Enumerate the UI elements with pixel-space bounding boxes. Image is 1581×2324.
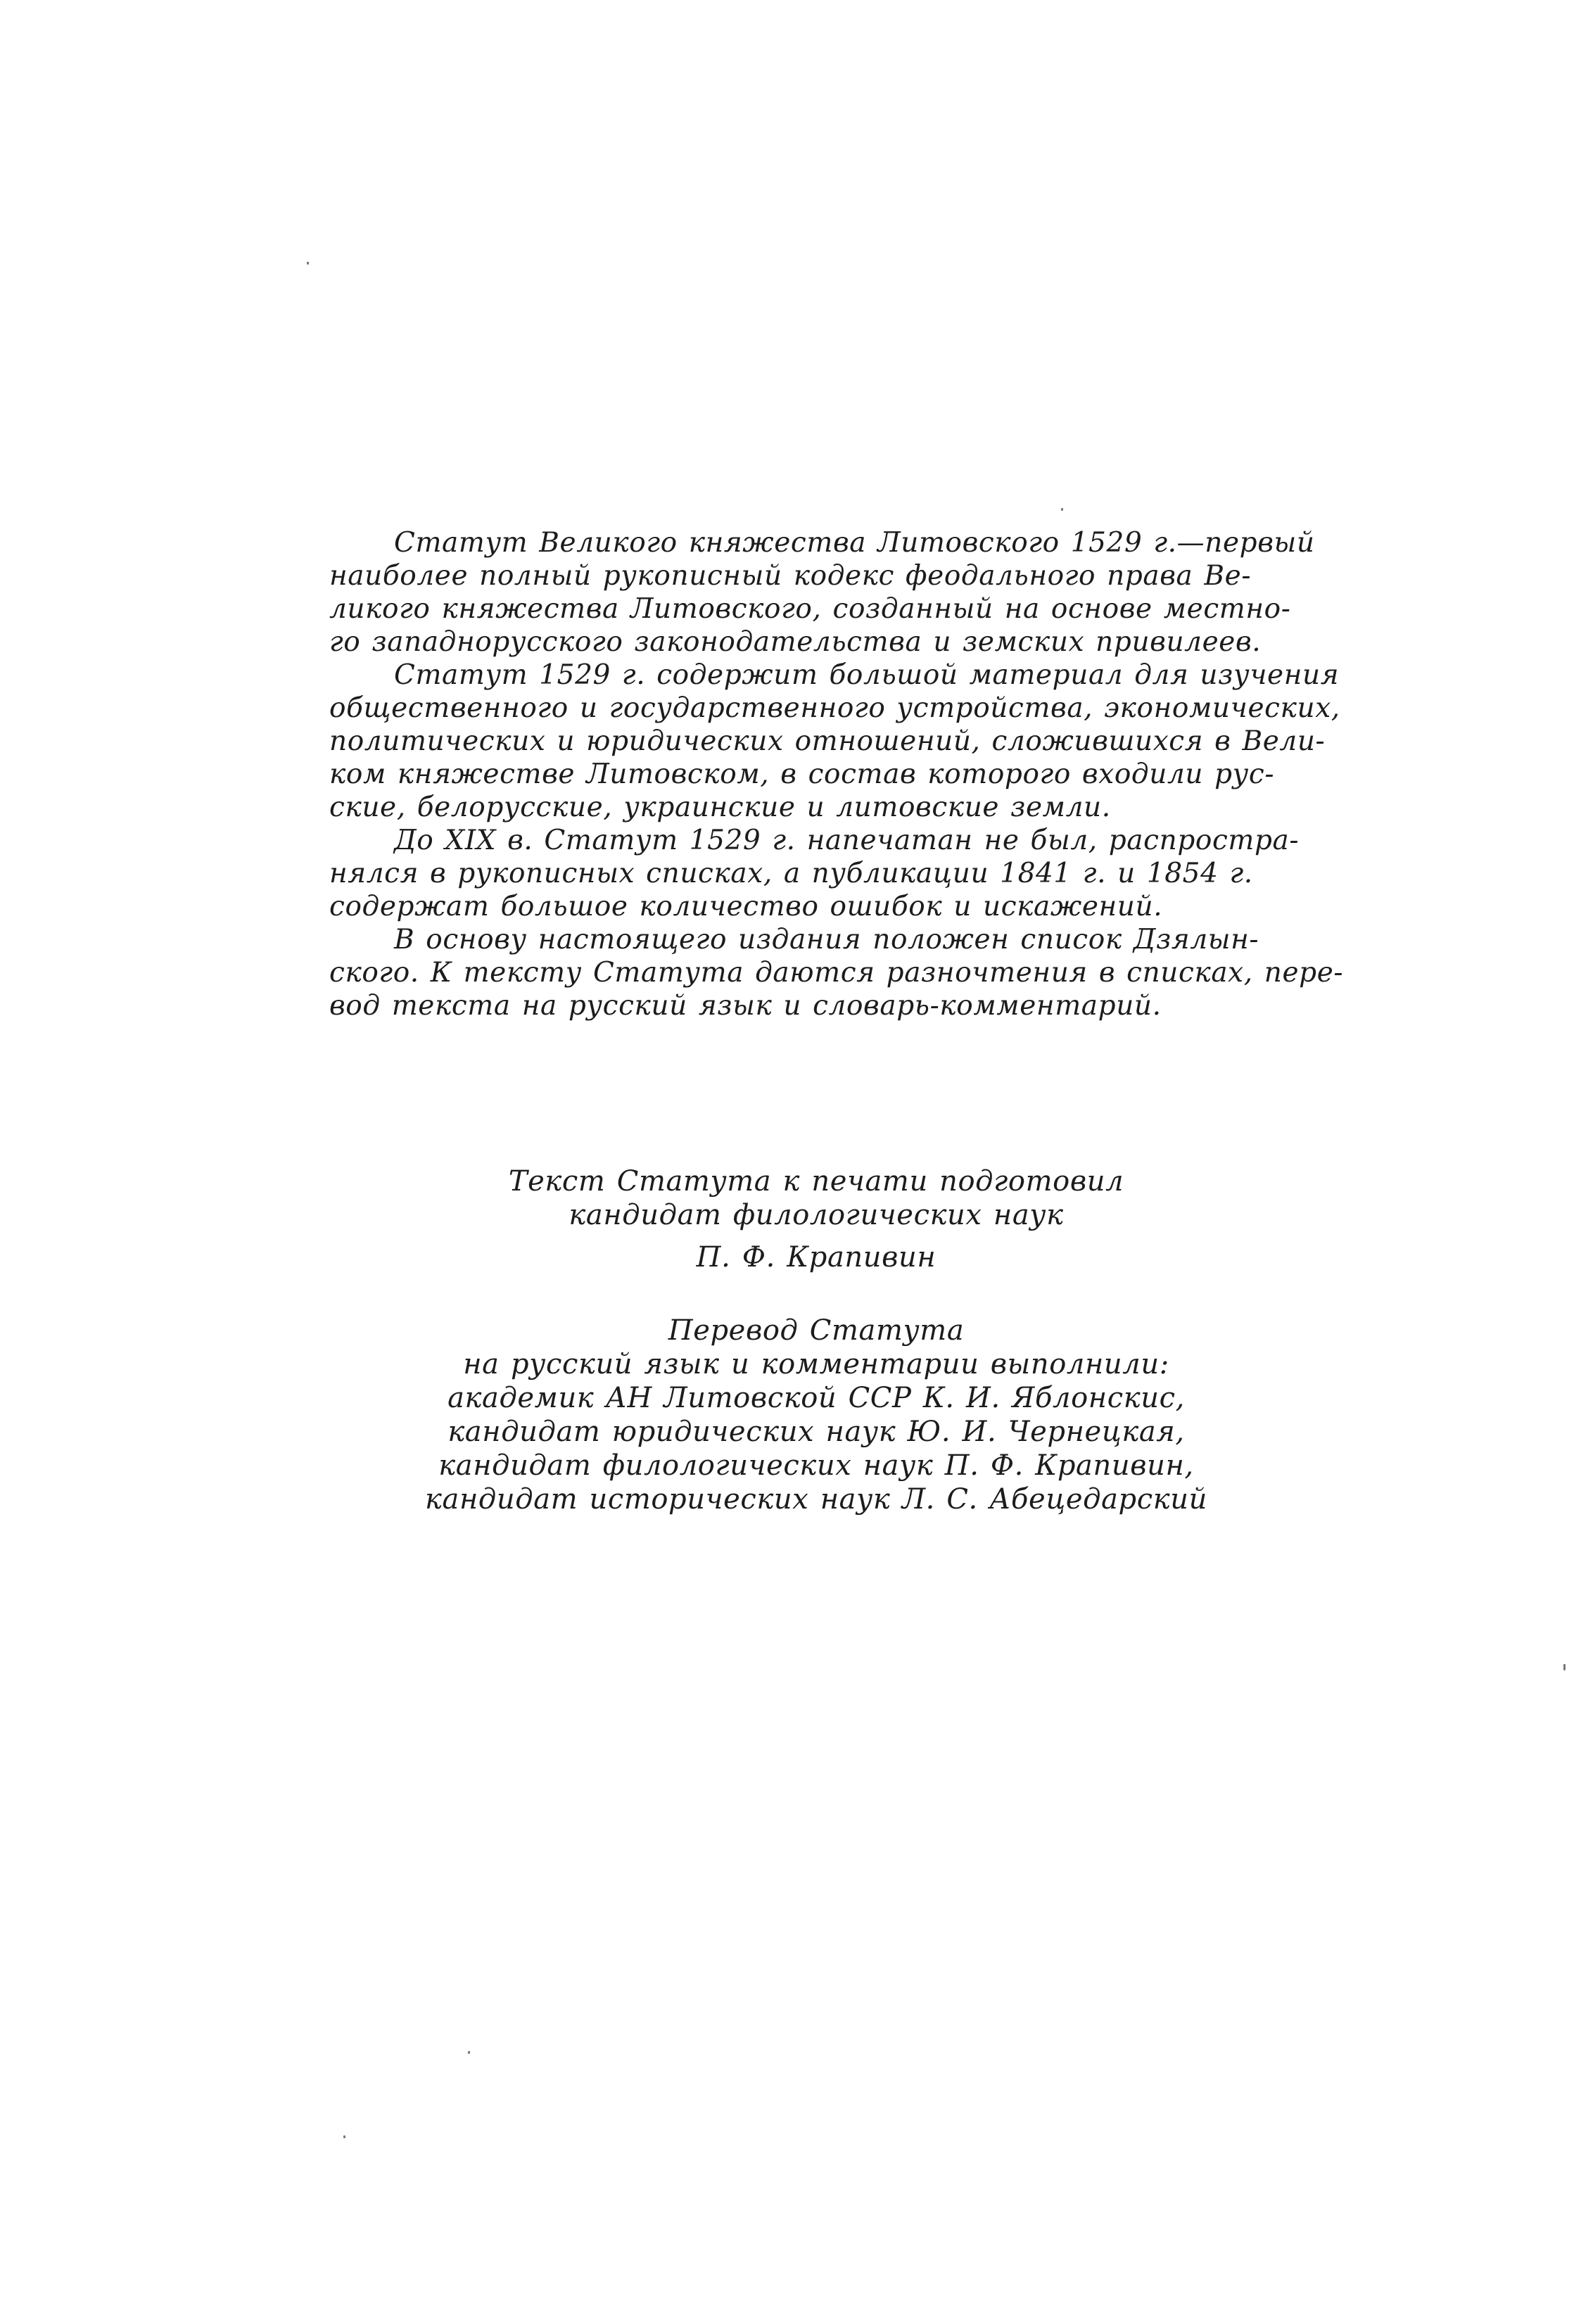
text-line: До XIX в. Статут 1529 г. напечатан не был, распростра-	[394, 825, 1300, 856]
contributor-line: кандидат исторических наук Л. С. Абецедарский	[425, 1483, 1207, 1516]
text-line: ликого княжества Литовского, созданный на основе местно-	[329, 593, 1291, 625]
text-line: ского. К тексту Статута даются разночтения в списках, пере-	[329, 957, 1344, 989]
credit-line: кандидат филологических наук	[569, 1199, 1064, 1231]
scan-speck	[468, 2051, 470, 2054]
text-preparation-credit	[394, 1164, 1238, 1274]
text-line: вод текста на русский язык и словарь-комментарий.	[329, 990, 1162, 1022]
credit-name: П. Ф. Крапивин	[696, 1241, 936, 1274]
scan-speck	[307, 262, 309, 265]
text-line: нялся в рукописных списках, а публикации 1841 г. и 1854 г.	[329, 858, 1253, 889]
scan-speck	[343, 2135, 345, 2138]
annotation-paragraph	[329, 659, 1342, 824]
contributor-line: кандидат юридических наук Ю. И. Чернецкая,	[447, 1416, 1185, 1448]
text-line: содержат большое количество ошибок и искажений.	[329, 891, 1163, 922]
credits	[394, 1164, 1238, 1516]
text-line: ские, белорусские, украинские и литовские земли.	[329, 792, 1111, 823]
annotation-paragraph	[329, 824, 1342, 923]
credit-line: Текст Статута к печати подготовил	[508, 1165, 1124, 1198]
annotation-paragraph	[329, 923, 1342, 1022]
text-line: В основу настоящего издания положен список Дзялын-	[394, 924, 1259, 955]
credit-heading: Перевод Статута	[668, 1314, 965, 1347]
scan-speck	[1061, 508, 1063, 511]
translation-credit	[394, 1314, 1238, 1516]
annotation-paragraph	[329, 526, 1342, 659]
contributor-line: кандидат филологических наук П. Ф. Крапивин,	[438, 1449, 1194, 1482]
scan-speck	[1563, 1664, 1566, 1670]
text-line: го западнорусского законодательства и земских привилеев.	[329, 626, 1262, 658]
text-line: Статут Великого княжества Литовского 1529 г.—первый	[394, 527, 1315, 559]
contributor-line: академик АН Литовской ССР К. И. Яблонскис,	[447, 1382, 1185, 1414]
text-line: наиболее полный рукописный кодекс феодального права Ве-	[329, 560, 1252, 592]
text-line: политических и юридических отношений, сложившихся в Вели-	[329, 725, 1326, 757]
text-line: ком княжестве Литовском, в состав которого входили рус-	[329, 758, 1275, 790]
text-line: общественного и государственного устройства, экономических,	[329, 692, 1340, 724]
annotation-text	[329, 526, 1342, 1022]
text-line: Статут 1529 г. содержит большой материал для изучения	[394, 659, 1340, 691]
credit-line: на русский язык и комментарии выполнили:	[463, 1348, 1169, 1380]
